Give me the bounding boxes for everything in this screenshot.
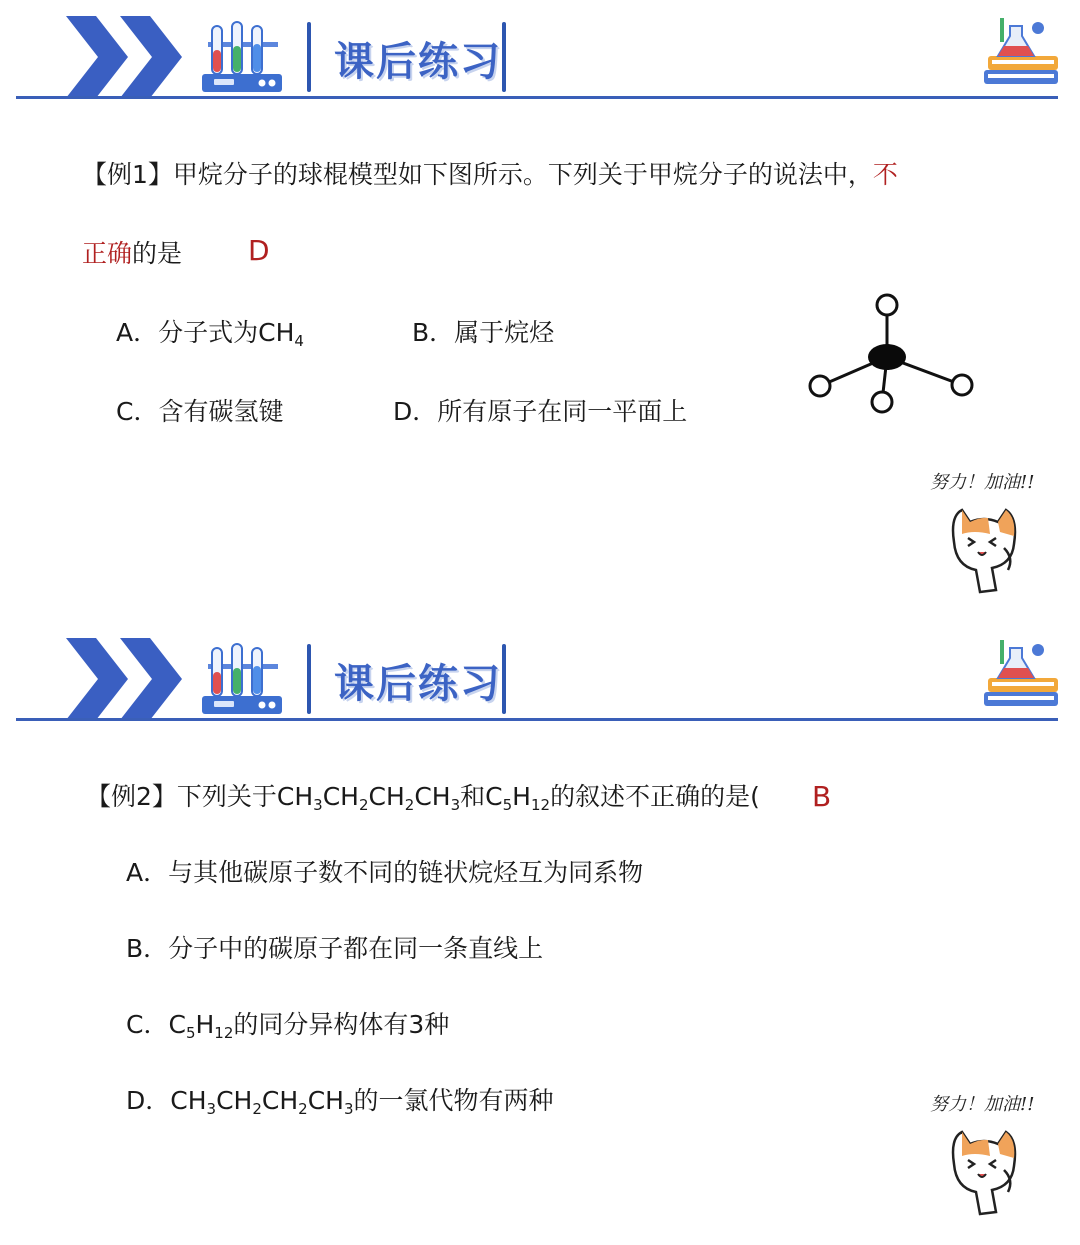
option-text: 含有碳氢键 [158, 397, 284, 426]
sticker-caption: 努力！加油!! [930, 1094, 1035, 1115]
hydrogen-atom [872, 392, 892, 412]
test-tubes-icon [200, 16, 286, 94]
header-divider-left [307, 22, 311, 92]
question-text: 下列关于CH [176, 782, 314, 811]
cat-icon [940, 498, 1030, 598]
option-b [126, 932, 543, 966]
question-stem-line2 [82, 237, 182, 271]
option-b [412, 316, 554, 350]
cat-icon [940, 1120, 1030, 1220]
question-text: 和C [460, 782, 503, 811]
subscript: 2 [298, 1100, 308, 1118]
option-a [126, 856, 643, 890]
chevron-arrows-icon [66, 638, 186, 720]
option-a [116, 316, 304, 350]
methane-ball-stick-model [800, 290, 985, 420]
option-label: C． [116, 397, 159, 426]
subscript: 2 [358, 796, 369, 814]
question-emphasis: 不 [872, 160, 898, 189]
option-text: 与其他碳原子数不同的链状烷烃互为同系物 [168, 858, 644, 887]
cheer-cat-sticker [926, 1090, 1066, 1225]
header-rule [16, 718, 1058, 721]
option-label: D． [126, 1086, 171, 1115]
question-emphasis: 正确 [82, 239, 133, 268]
section-example-1 [0, 0, 1080, 620]
option-text: 分子式为CH [158, 318, 295, 347]
option-text: 的同分异构体有3种 [233, 1010, 450, 1039]
sticker-caption: 努力！加油!! [930, 472, 1035, 493]
option-c [126, 1008, 449, 1042]
section-header [0, 622, 1080, 732]
question-text: CH [414, 782, 451, 811]
option-text: CH [307, 1086, 344, 1115]
option-label: B． [126, 934, 169, 963]
option-d [126, 1084, 554, 1118]
option-label: A． [116, 318, 159, 347]
subscript: 2 [252, 1100, 262, 1118]
option-label: C． [126, 1010, 169, 1039]
question-stem [86, 780, 760, 814]
question-text: 的叙述不正确的是( [550, 782, 760, 811]
hydrogen-atom [877, 295, 897, 315]
subscript: 2 [404, 796, 415, 814]
option-label: B． [412, 318, 455, 347]
header-divider-right [502, 22, 506, 92]
option-text: CH [261, 1086, 299, 1115]
subscript: 5 [185, 1024, 196, 1042]
test-tubes-icon [200, 638, 286, 716]
books-flask-icon [980, 14, 1064, 94]
subscript: 3 [450, 796, 461, 814]
question-text: H [512, 782, 531, 811]
option-label: A． [126, 858, 169, 887]
books-flask-icon [980, 636, 1064, 716]
option-text: C [168, 1010, 186, 1039]
subscript: 3 [343, 1100, 354, 1118]
chevron-arrows-icon [66, 16, 186, 98]
question-tag: 【例1】 [82, 160, 173, 189]
question-text: 甲烷分子的球棍模型如下图所示。下列关于甲烷分子的说法中， [172, 160, 873, 189]
cheer-cat-sticker [926, 468, 1066, 603]
question-tag: 【例2】 [86, 782, 177, 811]
header-title: 课后练习 [334, 661, 502, 707]
option-text: 分子中的碳原子都在同一条直线上 [168, 934, 544, 963]
answer-mark: D [248, 234, 270, 267]
option-text: 属于烷烃 [454, 318, 555, 347]
header-title: 课后练习 [334, 39, 502, 85]
subscript: 3 [206, 1100, 217, 1118]
option-text: 的一氯代物有两种 [353, 1086, 554, 1115]
option-text: 所有原子在同一平面上 [437, 397, 688, 426]
subscript: 3 [313, 796, 323, 814]
header-divider-right [502, 644, 506, 714]
option-d [393, 395, 687, 429]
option-text: CH [216, 1086, 253, 1115]
question-text: CH [368, 782, 405, 811]
hydrogen-atom [952, 375, 972, 395]
option-label: D． [393, 397, 438, 426]
option-text: H [195, 1010, 215, 1039]
subscript: 12 [530, 796, 551, 814]
subscript: 5 [502, 796, 513, 814]
question-stem [82, 158, 898, 192]
question-text: CH [322, 782, 359, 811]
header-divider-left [307, 644, 311, 714]
answer-mark: B [812, 780, 832, 813]
subscript: 12 [214, 1024, 234, 1042]
subscript: 4 [294, 332, 304, 350]
question-text: 的是 [132, 239, 183, 268]
option-text: CH [170, 1086, 207, 1115]
hydrogen-atom [810, 376, 830, 396]
option-c [116, 395, 283, 429]
header-rule [16, 96, 1058, 99]
carbon-atom [868, 344, 906, 370]
section-header [0, 0, 1080, 110]
section-example-2 [0, 622, 1080, 1245]
